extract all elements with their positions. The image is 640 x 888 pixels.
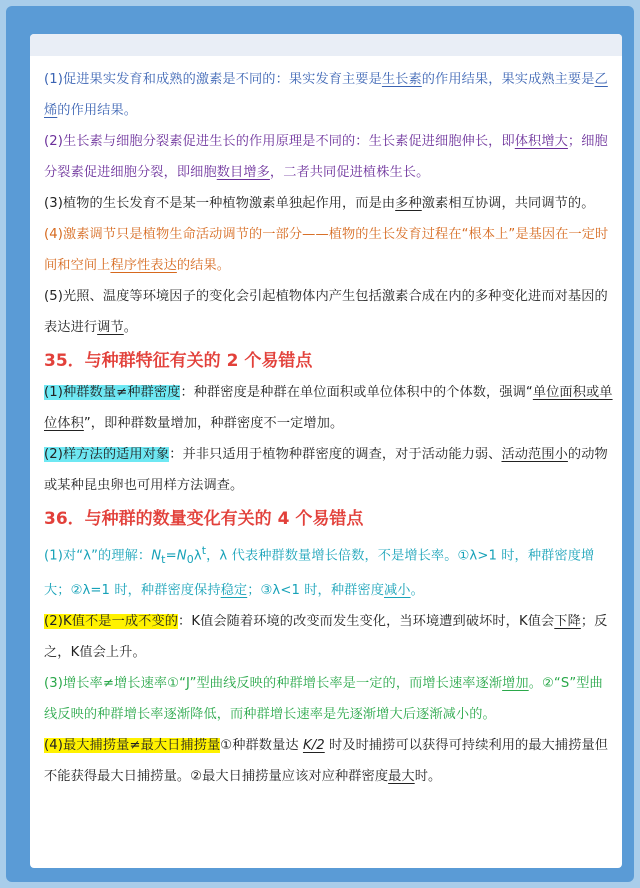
text: ；③λ<1 时，种群密度: [247, 583, 384, 599]
text: ：K值会随着环境的改变而发生变化，当环境遭到破坏时，K值会: [178, 614, 555, 630]
text: (4)激素调节只是植物生命活动调节的一部分——植物的生长发育过程在“根本上”是基因在一定时间和空间上: [44, 227, 609, 273]
keyword: 多种: [395, 196, 422, 211]
formula: 0: [186, 553, 194, 567]
keyword: 数目增多: [216, 165, 270, 180]
keyword: 最大: [388, 769, 415, 785]
paragraph-3: [44, 188, 614, 219]
paragraph-4: [44, 219, 614, 281]
paragraph-5: [44, 281, 614, 343]
keyword: 调节: [97, 320, 124, 335]
text: (1)促进果实发育和成熟的激素是不同的：果实发育主要是: [44, 72, 382, 87]
text: 。②“S”型曲线反映的种群增长率逐渐降低，而种群增长速率是先逐渐增大后逐渐减小的。: [44, 676, 603, 723]
text: 激素相互协调，共同调节的。: [421, 196, 595, 211]
keyword: 稳定: [220, 583, 248, 599]
point-max-catch: [44, 730, 614, 792]
keyword: 单位面积或单位体积: [44, 385, 613, 431]
point-1: [44, 377, 614, 439]
point-k-value: [44, 606, 614, 668]
content: [44, 64, 614, 792]
point-2: [44, 439, 614, 501]
text: ；反之，K值会上升。: [44, 614, 608, 661]
formula: λ: [193, 548, 202, 564]
formula: =: [165, 548, 177, 564]
text: ”，即种群数量增加，种群密度不一定增加。: [83, 416, 344, 431]
keyword: 体积增大: [514, 134, 568, 149]
text: 。: [123, 320, 138, 335]
text: 的结果。: [176, 258, 231, 273]
text: 时及时捕捞可以获得可持续利用的最大捕捞量但不能获得最大日捕捞量。②最大日捕捞量应该对应种群密度: [44, 738, 609, 785]
text: ①种群数量达: [220, 738, 303, 754]
text: (5)光照、温度等环境因子的变化会引起植物体内产生包括激素合成在内的多种变化进而对基因的表达进行: [44, 289, 608, 335]
text: ，λ 代表种群数量增长倍数，不是增长率。①λ>1 时，种群密度增大；②λ=1 时，种群密度保持: [44, 548, 595, 599]
formula: t: [201, 544, 207, 557]
keyword: 乙烯: [44, 72, 608, 118]
text: ：并非只适用于植物种群密度的调查，对于活动能力弱、: [169, 447, 502, 462]
keyword: 增加: [502, 676, 529, 692]
highlighted-term: (4)最大捕捞量≠最大日捕捞量: [44, 738, 221, 754]
text: ；细胞分裂素促进细胞分裂，即细胞: [44, 134, 608, 180]
text: (3)增长率≠增长速率①“J”型曲线反映的种群增长率是一定的，而增长速率逐渐: [44, 676, 503, 692]
point-growth-rate: [44, 668, 614, 730]
highlighted-term: (2)K值不是一成不变的: [44, 614, 179, 630]
keyword: 下降: [554, 614, 581, 630]
keyword: 程序性表达: [110, 258, 177, 273]
keyword: 减小: [384, 583, 411, 599]
top-strip: [30, 34, 622, 56]
text: 。: [410, 583, 424, 599]
section-heading-36: 36．与种群的数量变化有关的 4 个易错点: [44, 509, 364, 529]
highlighted-term: (2)样方法的适用对象: [44, 447, 170, 462]
outer-frame: [6, 6, 634, 882]
text: ，二者共同促进植株生长。: [269, 165, 430, 180]
text: 的作用结果。: [57, 103, 138, 118]
keyword: 生长素: [381, 72, 422, 87]
text: ：种群密度是种群在单位面积或单位体积中的个体数，强调“: [180, 385, 533, 400]
paragraph-1: [44, 64, 614, 126]
text: 的作用结果，果实成熟主要是: [421, 72, 595, 87]
document-sheet: [30, 34, 622, 868]
text: (2)生长素与细胞分裂素促进生长的作用原理是不同的：生长素促进细胞伸长，即: [44, 134, 515, 149]
section-heading-35: 35．与种群特征有关的 2 个易错点: [44, 351, 313, 371]
text: (3)植物的生长发育不是某一种植物激素单独起作用，而是由: [44, 196, 396, 211]
text: 时。: [414, 769, 442, 785]
point-lambda: [44, 535, 614, 606]
keyword: 活动范围小: [501, 447, 568, 462]
formula: t: [161, 553, 166, 567]
highlighted-term: (1)种群数量≠种群密度: [44, 385, 181, 400]
paragraph-2: [44, 126, 614, 188]
formula: N: [176, 548, 187, 564]
text: 的动物或某种昆虫卵也可用样方法调查。: [44, 447, 608, 493]
formula: N: [151, 548, 162, 564]
keyword: K/2: [302, 738, 325, 754]
text: (1)对“λ”的理解：: [44, 548, 152, 564]
